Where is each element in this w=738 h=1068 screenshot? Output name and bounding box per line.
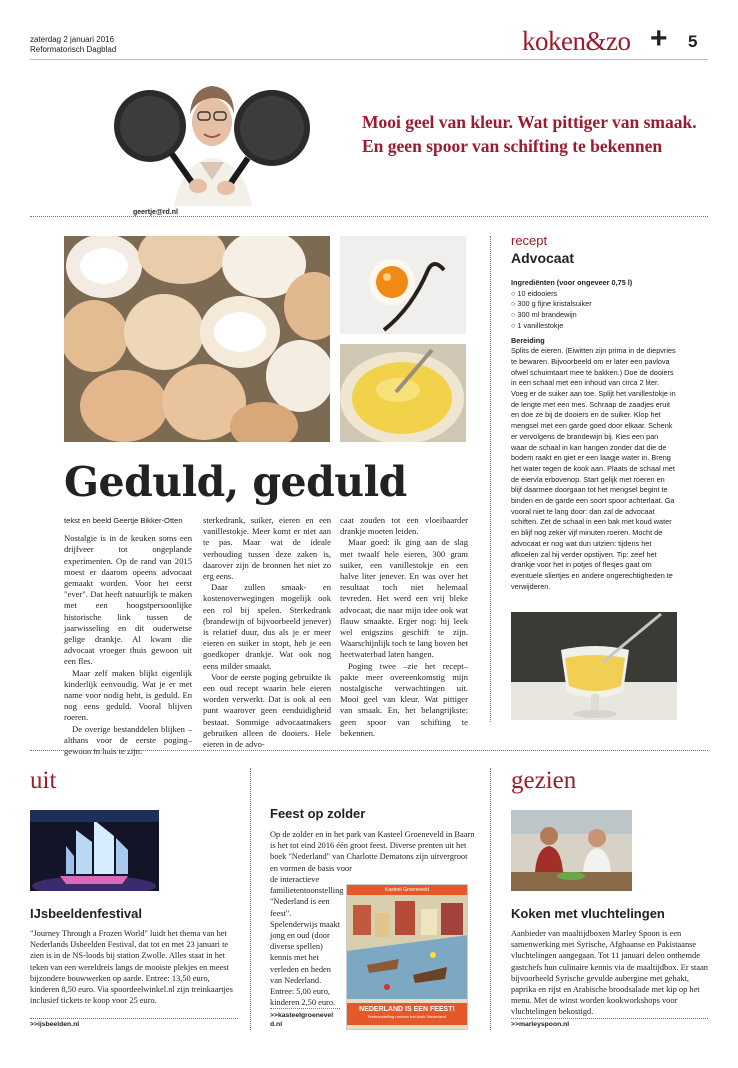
article-paragraph: sterkedrank, suiker, eieren en een vanillestokje. Meer komt er niet aan te pas. Maar wat de ideale verhouding tussen deze zaken is, daarover zijn de bronnen het niet zo erg eens. — [203, 515, 331, 582]
method-text: Splits de eieren. (Eiwitten zijn prima in de diepvries te bewaren. Bijvoorbeeld om er later een pavlova ofwel schuimtaart mee te bakken.) Doe de dooiers in een schaal met een inhoud van circa 2 liter. Voeg er de suiker aan toe. Splijt het vanillestokje in de lengte met een mes. Schraap de zaadjes eruit en doe ze bij de dooiers en de suiker. Klop het mengsel met een garde goed door elkaar. Schenk er vervolgens de brandewijn bij. Kies een pan waar de schaal in kan hangen zonder dat die de bodem raakt en giet er een laagje water in. Breng het water tegen de kook aan. Plaats de schaal met de eiervla erbovenop. Start gelijk met roeren en blijf daarmee doorgaan tot het mengsel begint te binden en de garde een soort spoor achterlaat. Ga vooral niet te lang door: dan zal de advocaat schiften. Zet de schaal in een bak met koud water en blijf nog zeker vijf minuten roeren. Mocht de advocaat er nog wat dun uitzien: tijdens het afkoelen zal hij verder opstijven. Tip: zeef het drankje voor het in potjes of flesjes gaat om eventuele sliertjes en andere ongerechtigheden te verwijderen. — [511, 346, 676, 591]
ice-sculpture-photo — [30, 810, 159, 891]
yolk-vanilla-photo — [340, 236, 466, 334]
book-cover-title: NEDERLAND IS EEN FEEST! — [347, 1003, 467, 1014]
article-headline: Geduld, geduld — [64, 458, 407, 506]
gezien-title: Koken met vluchtelingen — [511, 906, 665, 921]
article-paragraph: Poging twee –zie het recept– pakte meer overeenkomstig mijn nostalgische verwachtingen uit. Mooi geel van kleur. Wat pittiger van smaak. En, het belangrijkste: geen spoor van schifting te bekennen. — [340, 660, 468, 738]
article-paragraph: Voor de eerste poging gebruikte ik een oud recept waarin hele eieren worden verwerkt. Dat is ook al een punt waarover geen eenduidigheid bestaat. Sommige advocaatmakers gebruiken alleen de dooiers. Hele eieren in de advo- — [203, 671, 331, 750]
pull-quote: Mooi geel van kleur. Wat pittiger van smaak. En geen spoor van schifting te bekennen — [362, 112, 697, 156]
uit-text: "Journey Through a Frozen World" luidt het thema van het Nederlands IJsbeelden Festival, dat tot en met 23 januari te zien is in de NS-loods bij station Zwolle. Alles staat in het teken van een wereldreis langs de mooiste plekjes en meest bijzondere bouwwerken op aarde. Entree: 13,50 euro, kinderen 8,50 euro. Via spoordeelwinkel.nl zijn treinkaartjes inclusief tickets te koop voor 25 euro. — [30, 929, 233, 1006]
ingredients-heading: Ingrediënten (voor ongeveer 0,75 l) — [511, 278, 633, 287]
book-cover-subtitle: Tentoonstelling rondom het boek 'Nederland' — [347, 1014, 467, 1025]
uit-section-title: uit — [30, 767, 57, 794]
book-cover — [346, 884, 468, 1030]
book-cover-top-label: Kasteel Groeneveld — [347, 885, 467, 895]
feest-title: Feest op zolder — [270, 806, 366, 821]
gezien-text: Aanbieder van maaltijdboxen Marley Spoon is een samenwerking met Syrische, Afghaanse en Pakistaanse vluchtelingen aangegaan. Tot 11 januari delen onthemde gastchefs hun culinaire kennis via de maaltijdbox. Er staan bijvoorbeeld Syrische gevulde aubergine met gehakt, paprika en rijst en Arabische broodsalade met kip op het menu. Met de winst worden kookworkshops voor vluchtelingen bekostigd. — [511, 929, 708, 1017]
article-credit: tekst en beeld Geertje Bikker-Otten — [64, 516, 183, 525]
article-paragraph: Maar goed: ik ging aan de slag met twaalf hele eieren, 300 gram suiker, een vanillestokje en een halve liter jenever. En was over het resultaat toch niet helemaal tevreden. Het werd een vrij bleke advocaat, die naar mijn idee ook wat flauw smaakte. Erger nog: hij leek wel enigszins geschift te zijn. Waarschijnlijk toch te lang boven het heetwaterbad laten hangen. — [340, 537, 468, 660]
bottom-section-divider — [30, 750, 708, 751]
feest-link-rule — [270, 1008, 340, 1009]
article-column-1 — [64, 515, 192, 757]
feest-text-top: Op de zolder en in het park van Kasteel Groeneveld in Baarn is het tot eind 2016 één groot feest. Diverse prenten uit het boek "Nederland" van Charlotte Dematons zijn uitvergroot en vormen de basis voor — [270, 830, 475, 873]
header-rule — [30, 59, 708, 60]
eggshells-photo — [64, 236, 330, 442]
book-cover-illustration — [347, 895, 468, 999]
author-email: geertje@rd.nl — [133, 209, 178, 216]
gezien-section-title: gezien — [511, 767, 577, 794]
uit-link[interactable]: >>ijsbeelden.nl — [30, 1021, 80, 1028]
recipe-divider — [490, 236, 491, 722]
ingredient-item: ○ 300 g fijne kristalsuiker — [511, 299, 676, 310]
ingredient-item: ○ 300 ml brandewijn — [511, 310, 676, 321]
plus-icon: + — [650, 22, 668, 55]
advocaat-glass-photo — [511, 612, 677, 720]
article-paragraph: Nostalgie is in de keuken soms een drijfveer tot ongeplande experimenten. Op de rand van 2015 moest er daarom opeens advocaat gemaakt worden. Voor het eerst "ever". Dat heeft natuurlijk te maken met een hoogstpersoonlijke historische link tussen de jaarwisseling en dit ouderwetse gelige drankje. Al kwam die advocaat vroeger thuis gewoon uit een fles. — [64, 533, 192, 667]
header-date-block — [30, 35, 116, 55]
article-paragraph: caat zouden tot een vloeibaarder drankje moeten leiden. — [340, 515, 468, 537]
page-number: 5 — [688, 32, 698, 51]
article-column-3 — [340, 515, 468, 739]
custard-bowl-photo — [340, 344, 466, 442]
recipe-kicker: recept — [511, 233, 548, 248]
article-paragraph: Daar zullen smaak- en kostenoverwegingen mogelijk ook een rol bij spelen. Sterkedrank (brandewijn of bijvoorbeeld jenever) is relatief duur, dus als je er meer eieren en suiker in stopt, heb je een goedkoper drankje. Wat ook nog eens milder smaakt. — [203, 582, 331, 671]
gezien-link[interactable]: >>marleyspoon.nl — [511, 1021, 570, 1028]
article-paragraph: De overige bestanddelen blijken –althans voor de eerste poging– gewoon in huis te zijn: — [64, 723, 192, 757]
recipe-body — [511, 278, 676, 592]
feest-link[interactable]: >>kasteelgroeneveld.nl — [270, 1012, 334, 1028]
newspaper-name: Reformatorisch Dagblad — [30, 45, 117, 54]
ingredient-item: ○ 1 vanillestokje — [511, 321, 676, 332]
feest-gezien-divider — [490, 768, 491, 1030]
ingredient-item: ○ 10 eidooiers — [511, 289, 676, 300]
uit-link-rule — [30, 1018, 238, 1019]
gezien-link-rule — [511, 1018, 708, 1019]
author-photo — [112, 70, 312, 206]
recipe-title: Advocaat — [511, 250, 575, 266]
uit-title: IJsbeeldenfestival — [30, 906, 142, 921]
feest-text-side: de interactieve familietentoonstelling "Nederland is een feest". Spelenderwijs maakt jong en oud (door diverse spellen) kennis met het verleden en heden van Nederland. Entree: 5,00 euro, kinderen 2,50 euro. — [270, 875, 344, 1008]
section-title: koken&zo — [522, 26, 631, 56]
columnist-divider — [30, 216, 708, 217]
article-column-2 — [203, 515, 331, 750]
method-heading: Bereiding — [511, 335, 545, 345]
publication-date: zaterdag 2 januari 2016 — [30, 35, 115, 44]
chefs-photo — [511, 810, 632, 891]
uit-feest-divider — [250, 768, 251, 1030]
article-paragraph: Maar zelf maken blijkt eigenlijk kinderlijk eenvoudig. Wat je er met name voor nodig hebt, is geduld. En nog eens geduld. Vooral blijven roeren. — [64, 667, 192, 723]
